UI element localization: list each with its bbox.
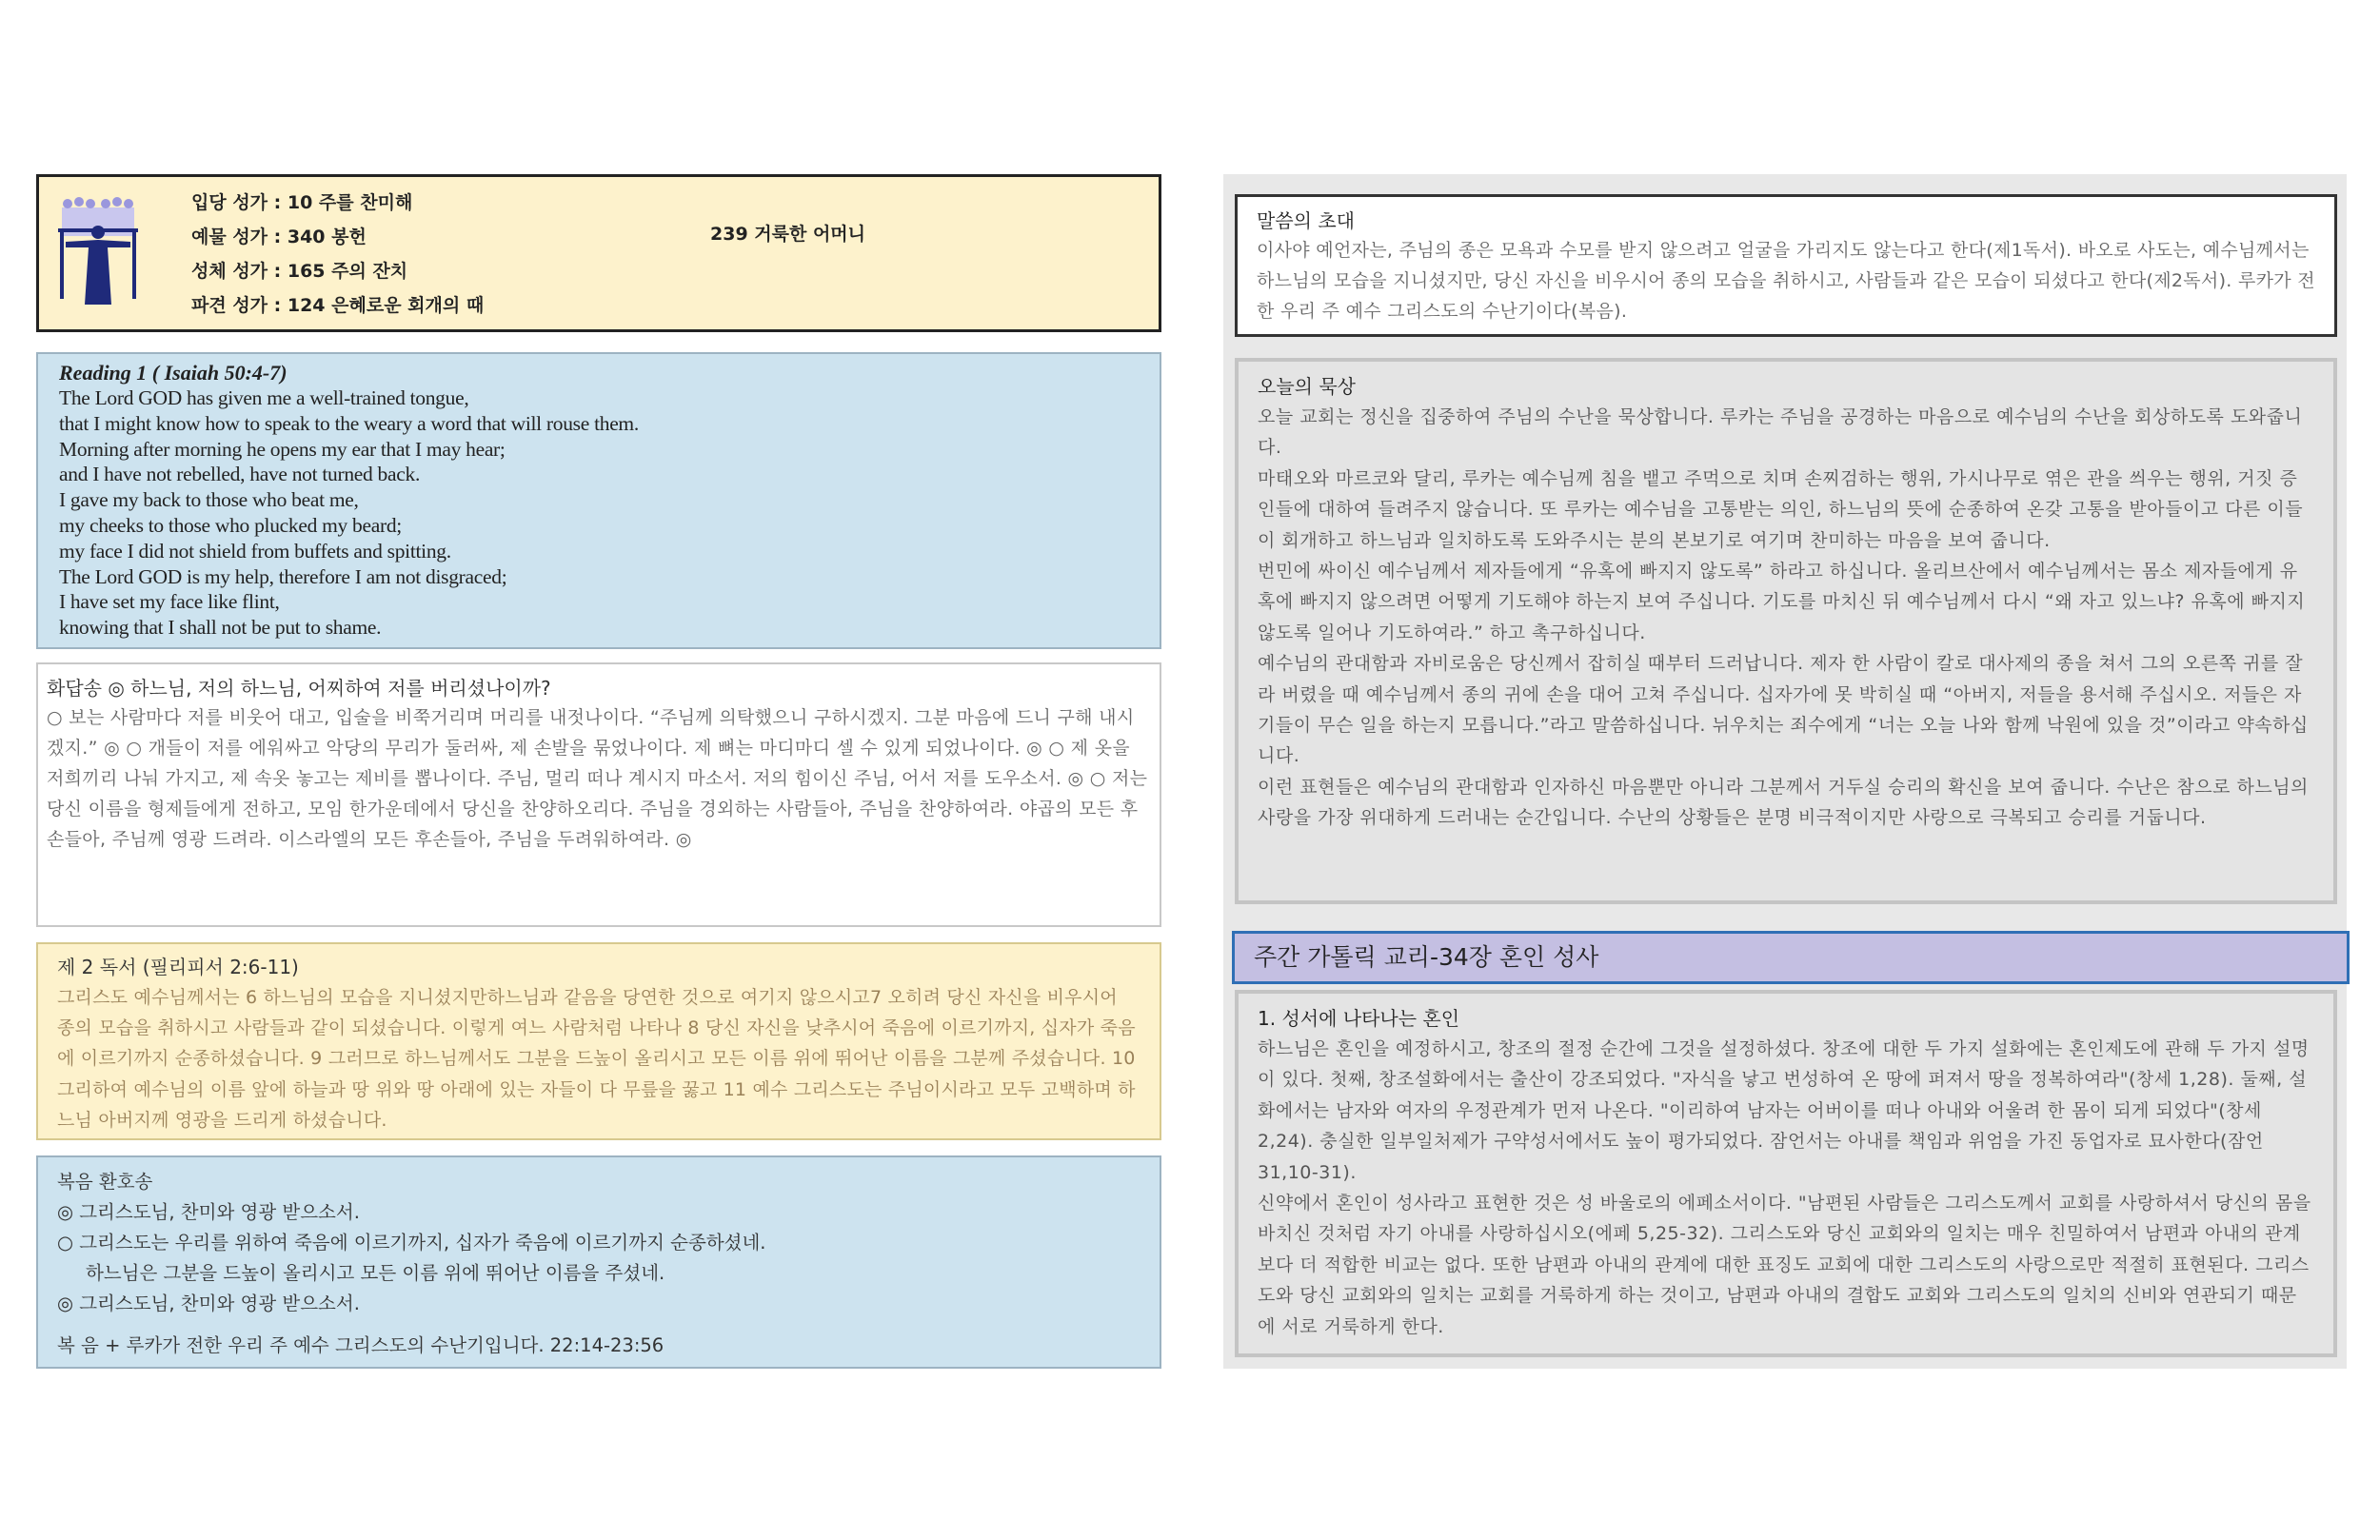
offertory-hymn: 예물 성가 : 340 봉헌	[191, 227, 367, 247]
hymns-box	[36, 174, 1161, 332]
reading-1-line: The Lord GOD is my help, therefore I am not disgraced;	[59, 564, 507, 588]
meditation-paragraph: 예수님의 관대함과 자비로움은 당신께서 잡히실 때부터 드러납니다. 제자 한 사람이 칼로 대사제의 종을 쳐서 그의 오른쪽 귀를 잘라 버렸을 때 예수님께서 종의 귀에 손을 대어 고쳐 주십니다. 십자가에 못 박히실 때 “아버지, 저들을 용서해 주십시오. 저들은 자기들이 무슨 일을 하는지 모릅니다.”라고 말씀하십니다. 뉘우치는 죄수에게 “너는 오늘 나와 함께 낙원에 있을 것”이라고 약속하십니다.	[1258, 653, 2309, 767]
psalm-box	[36, 662, 1161, 927]
crucifix-choir-icon	[56, 194, 140, 306]
catechism-box	[1235, 990, 2337, 1357]
offertory-hymn-extra: 239 거룩한 어머니	[710, 224, 866, 245]
entrance-hymn: 입당 성가 : 10 주를 찬미해	[191, 192, 413, 213]
psalm-text: ○ 보는 사람마다 저를 비웃어 대고, 입술을 비쭉거리며 머리를 내젓나이다. “주님께 의탁했으니 구하시겠지. 그분 마음에 드니 구해 내시겠지.” ◎ ○ 개들이 저를 에워싸고 악당의 무리가 둘러싸, 제 손발을 묶었나이다. 제 뼈는 마디마디 셀 수 있게 되었나이다. ◎ ○ 제 옷을 저희끼리 나눠 가지고, 제 속옷 놓고는 제비를 뽑나이다. 주님, 멀리 떠나 계시지 마소서. 저의 힘이신 주님, 어서 저를 도우소서. ◎ ○ 저는 당신 이름을 형제들에게 전하고, 모임 한가운데에서 당신을 찬양하오리다. 주님을 경외하는 사람들아, 주님을 찬양하여라. 야곱의 모든 후손들아, 주님께 영광 드려라. 이스라엘의 모든 후손들아, 주님을 두려워하여라. ◎	[47, 707, 1148, 850]
meditation-paragraph: 번민에 싸이신 예수님께서 제자들에게 “유혹에 빠지지 않도록” 하라고 하십니다. 올리브산에서 예수님께서는 몸소 제자들에게 유혹에 빠지지 않으려면 어떻게 기도해야 하는지 보여 주십니다. 기도를 마치신 뒤 예수님께서 다시 “왜 자고 있느냐? 유혹에 빠지지 않도록 일어나 기도하여라.” 하고 촉구하십니다.	[1258, 561, 2306, 643]
gospel-acclamation-line: ○ 그리스도는 우리를 위하여 죽음에 이르기까지, 십자가 죽음에 이르기까지 순종하셨네.	[57, 1232, 766, 1254]
communion-hymn: 성체 성가 : 165 주의 잔치	[191, 261, 408, 282]
reading-1-line: knowing that I shall not be put to shame.	[59, 616, 382, 640]
meditation-title: 오늘의 묵상	[1258, 375, 1356, 398]
gospel-acclamation-line: ◎ 그리스도님, 찬미와 영광 받으소서.	[57, 1201, 360, 1223]
gospel-acclamation-line: ◎ 그리스도님, 찬미와 영광 받으소서.	[57, 1293, 360, 1314]
word-invitation-title: 말씀의 초대	[1257, 209, 1355, 232]
reading-2-title: 제 2 독서 (필리피서 2:6-11)	[57, 956, 299, 978]
reading-1-line: I gave my back to those who beat me,	[59, 488, 359, 512]
meditation-paragraph: 오늘 교회는 정신을 집중하여 주님의 수난을 묵상합니다. 루카는 주님을 공경하는 마음으로 예수님의 수난을 회상하도록 도와줍니다.	[1258, 406, 2303, 459]
reading-2-box	[36, 942, 1161, 1140]
reading-1-line: and I have not rebelled, have not turned back.	[59, 463, 421, 486]
reading-1-line: I have set my face like flint,	[59, 590, 280, 614]
gospel-reading: 복 음 + 루카가 전한 우리 주 예수 그리스도의 수난기입니다. 22:14-23:56	[57, 1334, 664, 1356]
reading-2-text: 그리스도 예수님께서는 6 하느님의 모습을 지니셨지만하느님과 같음을 당연한 것으로 여기지 않으시고7 오히려 당신 자신을 비우시어 종의 모습을 취하시고 사람들과 같이 되셨습니다. 이렇게 여느 사람처럼 나타나 8 당신 자신을 낮추시어 죽음에 이르기까지, 십자가 죽음에 이르기까지 순종하셨습니다. 9 그러므로 하느님께서도 그분을 드높이 올리시고 모든 이름 위에 뛰어난 이름을 그분께 주셨습니다. 10 그리하여 예수님의 이름 앞에 하늘과 땅 위와 땅 아래에 있는 자들이 다 무릎을 꿇고 11 예수 그리스도는 주님이시라고 모두 고백하며 하느님 아버지께 영광을 드리게 하셨습니다.	[57, 987, 1136, 1131]
meditation-paragraph: 마태오와 마르코와 달리, 루카는 예수님께 침을 뱉고 주먹으로 치며 손찌검하는 행위, 가시나무로 엮은 관을 씌우는 행위, 거짓 증인들에 대하여 들려주지 않습니다. 또 루카는 예수님을 고통받는 의인, 하느님의 뜻에 순종하여 온갖 고통을 받아들이고 다른 이들이 회개하고 하느님과 일치하도록 도와주시는 분의 본보기로 여기며 찬미하는 마음을 보여 줍니다.	[1258, 467, 2304, 551]
meditation-box	[1235, 358, 2337, 904]
catechism-section-title: 1. 성서에 나타나는 혼인	[1258, 1007, 1460, 1030]
reading-1-line: Morning after morning he opens my ear that I may hear;	[59, 437, 506, 461]
catechism-title: 주간 가톨릭 교리-34장 혼인 성사	[1254, 943, 1599, 971]
gospel-acclamation-line: 하느님은 그분을 드높이 올리시고 모든 이름 위에 뛰어난 이름을 주셨네.	[86, 1262, 665, 1284]
gospel-acclamation-box	[36, 1155, 1161, 1369]
reading-1-box	[36, 352, 1161, 649]
reading-1-line: my cheeks to those who plucked my beard;	[59, 513, 402, 537]
dismissal-hymn: 파견 성가 : 124 은혜로운 회개의 때	[191, 295, 485, 316]
catechism-paragraph: 하느님은 혼인을 예정하시고, 창조의 절정 순간에 그것을 설정하셨다. 창조에 대한 두 가지 설화에는 혼인제도에 관해 두 가지 설명이 있다. 첫째, 창조설화에서는 출산이 강조되었다. "자식을 낳고 번성하여 온 땅에 퍼져서 땅을 정복하여라"(창세 1,28). 둘째, 설화에서는 남자와 여자의 우정관계가 먼저 나온다. "이리하여 남자는 어버이를 떠나 아내와 어울려 한 몸이 되게 되었다"(창세 2,24). 충실한 일부일처제가 구약성서에서도 높이 평가되었다. 잠언서는 아내를 책임과 위엄을 가진 동업자로 묘사한다(잠언 31,10-31).	[1258, 1038, 2310, 1183]
reading-1-line: my face I did not shield from buffets and spitting.	[59, 539, 451, 563]
reading-1-title: Reading 1 ( Isaiah 50:4-7)	[59, 361, 288, 385]
psalm-title: 화답송 ◎ 하느님, 저의 하느님, 어찌하여 저를 버리셨나이까?	[47, 677, 551, 700]
word-invitation-text: 이사야 예언자는, 주님의 종은 모욕과 수모를 받지 않으려고 얼굴을 가리지도 않는다고 한다(제1독서). 바오로 사도는, 예수님께서는 하느님의 모습을 지니셨지만, 당신 자신을 비우시어 종의 모습을 취하시고, 사람들과 같은 모습이 되셨다고 한다(제2독서). 루카가 전한 우리 주 예수 그리스도의 수난기이다(복음).	[1257, 240, 2315, 322]
meditation-paragraph: 이런 표현들은 예수님의 관대함과 인자하신 마음뿐만 아니라 그분께서 거두실 승리의 확신을 보여 줍니다. 수난은 참으로 하느님의 사랑을 가장 위대하게 드러내는 순간입니다. 수난의 상황들은 분명 비극적이지만 사랑으로 극복되고 승리를 거둡니다.	[1258, 776, 2309, 829]
reading-1-line: that I might know how to speak to the weary a word that will rouse them.	[59, 411, 639, 435]
catechism-header	[1232, 931, 2350, 984]
gospel-acclamation-title: 복음 환호송	[57, 1171, 153, 1193]
reading-1-line: The Lord GOD has given me a well-trained tongue,	[59, 386, 469, 409]
word-invitation-box	[1235, 194, 2337, 337]
catechism-paragraph: 신약에서 혼인이 성사라고 표현한 것은 성 바울로의 에페소서이다. "남편된 사람들은 그리스도께서 교회를 사랑하셔서 당신의 몸을 바치신 것처럼 자기 아내를 사랑하십시오(에페 5,25-32). 그리스도와 당신 교회와의 일치는 매우 친밀하여서 남편과 아내의 관계보다 더 적합한 비교는 없다. 또한 남편과 아내의 관계에 대한 표징도 교회에 대한 그리스도의 사랑으로만 적절히 표현된다. 그리스도와 당신 교회와의 일치는 교회를 거룩하게 하는 것이고, 남편과 아내의 결합도 교회와 그리스도의 일치의 신비와 연관되기 때문에 서로 거룩하게 한다.	[1258, 1193, 2311, 1337]
